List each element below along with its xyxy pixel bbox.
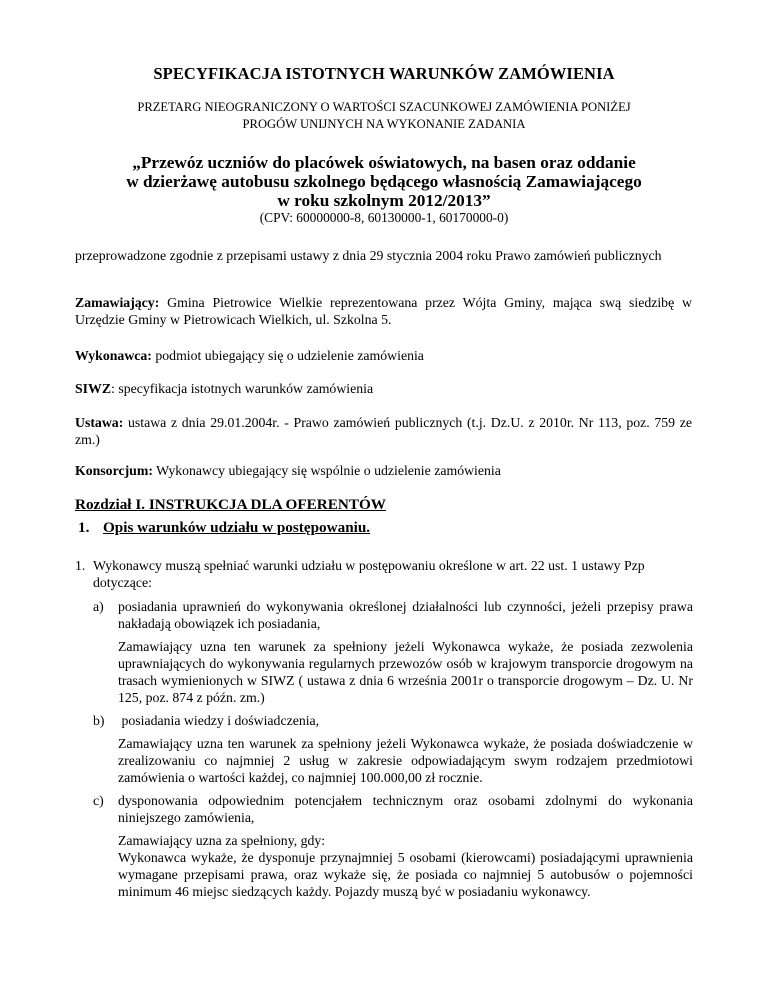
- section-number: 1.: [78, 519, 90, 536]
- definition-siwz: [75, 380, 692, 397]
- item-letter-a: a): [93, 599, 104, 614]
- item-detail-b: Zamawiający uzna ten warunek za spełniony jeżeli Wykonawca wykaże, że posiada doświadczenie w zrealizowaniu co najmniej 2 usług w zakresie odpowiadającym swym rodzajem przedmiotowi zamówienia o wartości każdej, co najmniej 100.000,00 zł rocznie.: [118, 736, 693, 785]
- definition-term: SIWZ: [75, 381, 112, 396]
- point-text: Wykonawcy muszą spełniać warunki udziału w postępowaniu określone w art. 22 ust. 1 ustawy Pzp dotyczące:: [93, 558, 645, 590]
- point-number: 1.: [75, 558, 86, 573]
- cpv-codes: (CPV: 60000000-8, 60130000-1, 60170000-0): [259, 210, 509, 225]
- contract-name-line-1: „Przewóz uczniów do placówek oświatowych, na basen oraz oddanie: [132, 153, 636, 172]
- item-letter-c: c): [93, 793, 104, 808]
- chapter-title: INSTRUKCJA DLA OFERENTÓW: [145, 496, 386, 513]
- item-detail-c: Wykonawca wykaże, że dysponuje przynajmniej 5 osobami (kierowcami) posiadającymi uprawnienia wymagane przepisami prawa, oraz wykaże się, że posiada co najmniej 5 autobusów o pojemności minimum 46 miejsc siedzących każdy. Pojazdy muszą być w posiadaniu wykonawcy.: [118, 850, 693, 899]
- definition-wykonawca: [75, 347, 692, 364]
- chapter-heading: [75, 496, 386, 514]
- section-heading: [78, 519, 370, 537]
- definition-ustawa: [75, 414, 692, 448]
- definition-zamawiajacy: [75, 294, 692, 328]
- document-title: SPECYFIKACJA ISTOTNYCH WARUNKÓW ZAMÓWIENIA: [153, 64, 615, 83]
- definition-term: Wykonawca:: [75, 348, 152, 363]
- item-detail-a: Zamawiający uzna ten warunek za spełniony jeżeli Wykonawca wykaże, że posiada zezwolenia uprawniających do wykonywania regularnych przewozów osób w krajowym transporcie drogowym na trasach wymienionych w SIWZ ( ustawa z dnia 6 września 2001r o transporcie drogowym – Dz. U. Nr 125, poz. 874 z późn. zm.): [118, 639, 693, 705]
- definition-text: ustawa z dnia 29.01.2004r. - Prawo zamówień publicznych (t.j. Dz.U. z 2010r. Nr 113, poz. 759 ze zm.): [75, 415, 692, 447]
- item-text-a: posiadania uprawnień do wykonywania określonej działalności lub czynności, jeżeli przepisy prawa nakładają obowiązek ich posiadania,: [118, 599, 693, 631]
- item-text-b: posiadania wiedzy i doświadczenia,: [118, 713, 320, 728]
- definition-text: podmiot ubiegający się o udzielenie zamówienia: [151, 348, 424, 363]
- chapter-prefix: Rozdział I.: [75, 496, 146, 513]
- contract-name-line-3: w roku szkolnym 2012/2013”: [277, 191, 491, 210]
- contract-name-line-2: w dzierżawę autobusu szkolnego będącego własnością Zamawiającego: [126, 172, 642, 191]
- definition-konsorcjum: [75, 462, 692, 479]
- item-detail-c-intro: Zamawiający uzna za spełniony, gdy:: [118, 833, 326, 848]
- intro-paragraph: przeprowadzone zgodnie z przepisami ustawy z dnia 29 stycznia 2004 roku Prawo zamówień publicznych: [75, 248, 662, 263]
- item-letter-b: b): [93, 713, 105, 728]
- definition-term: Konsorcjum:: [75, 463, 153, 478]
- section-title: Opis warunków udziału w postępowaniu.: [102, 519, 371, 536]
- definition-text: : specyfikacja istotnych warunków zamówienia: [111, 381, 374, 396]
- definition-term: Ustawa:: [75, 415, 124, 430]
- subtitle-line-1: PRZETARG NIEOGRANICZONY O WARTOŚCI SZACUNKOWEJ ZAMÓWIENIA PONIŻEJ: [137, 100, 631, 114]
- item-text-c: dysponowania odpowiednim potencjałem technicznym oraz osobami zdolnymi do wykonania niniejszego zamówienia,: [118, 793, 693, 825]
- definition-term: Zamawiający:: [75, 295, 160, 310]
- definition-text: Gmina Pietrowice Wielkie reprezentowana przez Wójta Gminy, mająca swą siedzibę w Urzędzie Gminy w Pietrowicach Wielkich, ul. Szkolna 5.: [75, 295, 692, 327]
- subtitle-line-2: PROGÓW UNIJNYCH NA WYKONANIE ZADANIA: [242, 117, 526, 131]
- definition-text: Wykonawcy ubiegający się wspólnie o udzielenie zamówienia: [152, 463, 501, 478]
